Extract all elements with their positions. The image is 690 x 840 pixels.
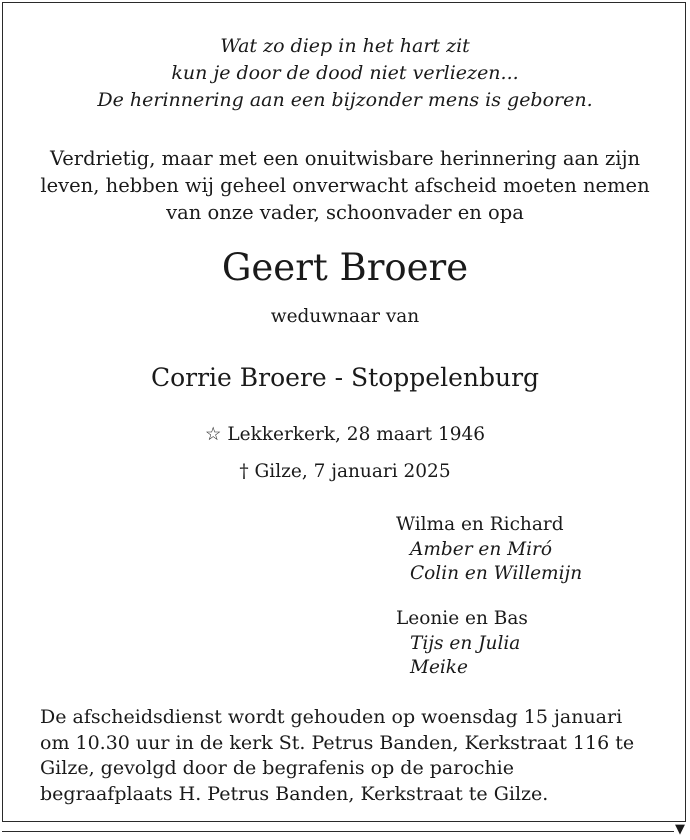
family-parents: Wilma en Richard: [396, 514, 564, 535]
service-line: om 10.30 uur in de kerk St. Petrus Banden, Kerkstraat 116 te: [40, 731, 635, 754]
intro-line: Verdrietig, maar met een onuitwisbare herinnering aan zijn: [49, 147, 641, 170]
deceased-name: Geert Broere: [221, 246, 469, 289]
service-line: begraafplaats H. Petrus Banden, Kerkstraat te Gilze.: [40, 782, 549, 805]
cross-icon: †: [239, 461, 249, 482]
spouse-name: Corrie Broere - Stoppelenburg: [150, 363, 540, 392]
family-group: [396, 607, 528, 681]
down-arrow-icon[interactable]: ▼: [675, 822, 685, 837]
intro-line: van onze vader, schoonvader en opa: [166, 201, 524, 224]
family-children: Amber en Miró: [410, 538, 553, 560]
intro-text: [0, 145, 690, 226]
poem-line: kun je door de dood niet verliezen...: [171, 62, 519, 84]
announcement-frame: [2, 2, 686, 822]
service-line: De afscheidsdienst wordt gehouden op woensdag 15 januari: [40, 706, 623, 728]
widower-text: weduwnaar van: [270, 306, 420, 327]
star-icon: ☆: [204, 424, 222, 445]
service-details: [40, 705, 680, 807]
family-parents: Leonie en Bas: [396, 608, 528, 629]
birth-text: Lekkerkerk, 28 maart 1946: [227, 424, 486, 445]
service-line: Gilze, gevolgd door de begrafenis op de parochie: [40, 757, 514, 779]
birth-line: [0, 420, 690, 450]
poem-line: Wat zo diep in het hart zit: [220, 35, 470, 57]
death-text: Gilze, 7 januari 2025: [254, 461, 451, 482]
death-line: [0, 457, 690, 487]
family-children: Meike: [410, 657, 468, 678]
family-group: [396, 513, 582, 587]
family-children: Tijs en Julia: [410, 632, 521, 654]
intro-line: leven, hebben wij geheel onverwacht afscheid moeten nemen: [40, 174, 650, 197]
poem: [0, 33, 690, 114]
poem-line: De herinnering aan een bijzonder mens is geboren.: [97, 89, 593, 111]
bottom-divider: [2, 831, 674, 832]
family-children: Colin en Willemijn: [410, 563, 583, 584]
